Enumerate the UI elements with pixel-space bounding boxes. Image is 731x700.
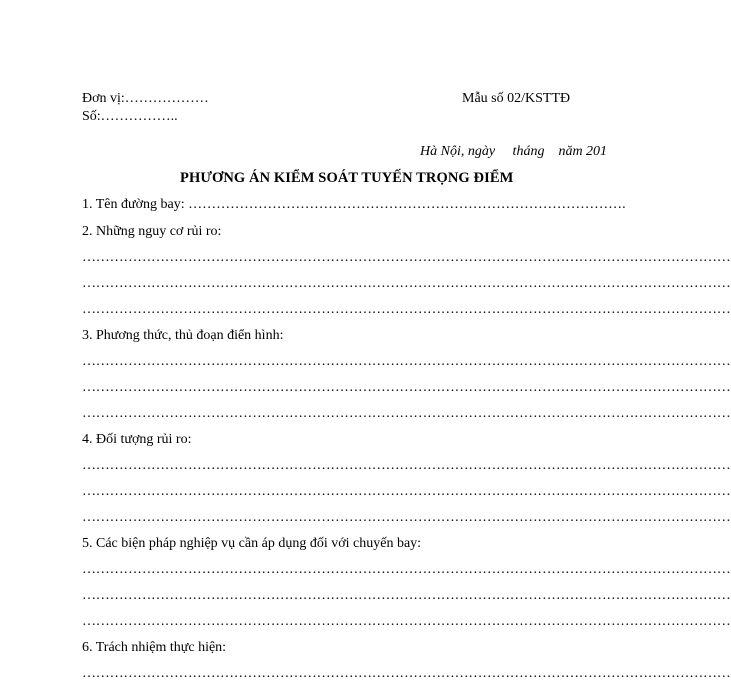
section-4-line-1: …………………………………………………………………………………………………………………………… xyxy=(82,458,731,473)
section-2-line-2: …………………………………………………………………………………………………………………………… xyxy=(82,276,731,291)
place-date: Hà Nội, ngày tháng năm 201 xyxy=(420,144,608,159)
section-4-label: 4. Đối tượng rủi ro: xyxy=(82,432,192,447)
number-label: Số:…………….. xyxy=(82,109,178,124)
section-6-label: 6. Trách nhiệm thực hiện: xyxy=(82,640,227,655)
section-5-line-1: …………………………………………………………………………………………………………………………… xyxy=(82,562,731,577)
section-2-line-3: …………………………………………………………………………………………………………………………… xyxy=(82,302,731,317)
section-5-line-2: …………………………………………………………………………………………………………………………… xyxy=(82,588,731,603)
section-2-label: 2. Những nguy cơ rủi ro: xyxy=(82,224,222,239)
section-3-line-1: …………………………………………………………………………………………………………………………… xyxy=(82,354,731,369)
section-3-line-2: …………………………………………………………………………………………………………………………… xyxy=(82,380,731,395)
section-5-line-3: …………………………………………………………………………………………………………………………… xyxy=(82,614,731,629)
section-4-line-2: …………………………………………………………………………………………………………………………… xyxy=(82,484,731,499)
section-5-label: 5. Các biện pháp nghiệp vụ cần áp dụng đối với chuyến bay: xyxy=(82,536,422,551)
section-6-line-1: …………………………………………………………………………………………………………………………… xyxy=(82,666,731,681)
section-3-line-3: …………………………………………………………………………………………………………………………… xyxy=(82,406,731,421)
document-title: PHƯƠNG ÁN KIỂM SOÁT TUYẾN TRỌNG ĐIỂM xyxy=(180,170,514,186)
unit-label: Đơn vị:……………… xyxy=(82,91,209,106)
section-4-line-3: …………………………………………………………………………………………………………………………… xyxy=(82,510,731,525)
form-code: Mẫu số 02/KSTTĐ xyxy=(462,91,571,106)
section-1-label: 1. Tên đường bay: …………………………………………………………………………………. xyxy=(82,197,626,212)
section-3-label: 3. Phương thức, thủ đoạn điển hình: xyxy=(82,328,284,343)
section-2-line-1: …………………………………………………………………………………………………………………………… xyxy=(82,250,731,265)
